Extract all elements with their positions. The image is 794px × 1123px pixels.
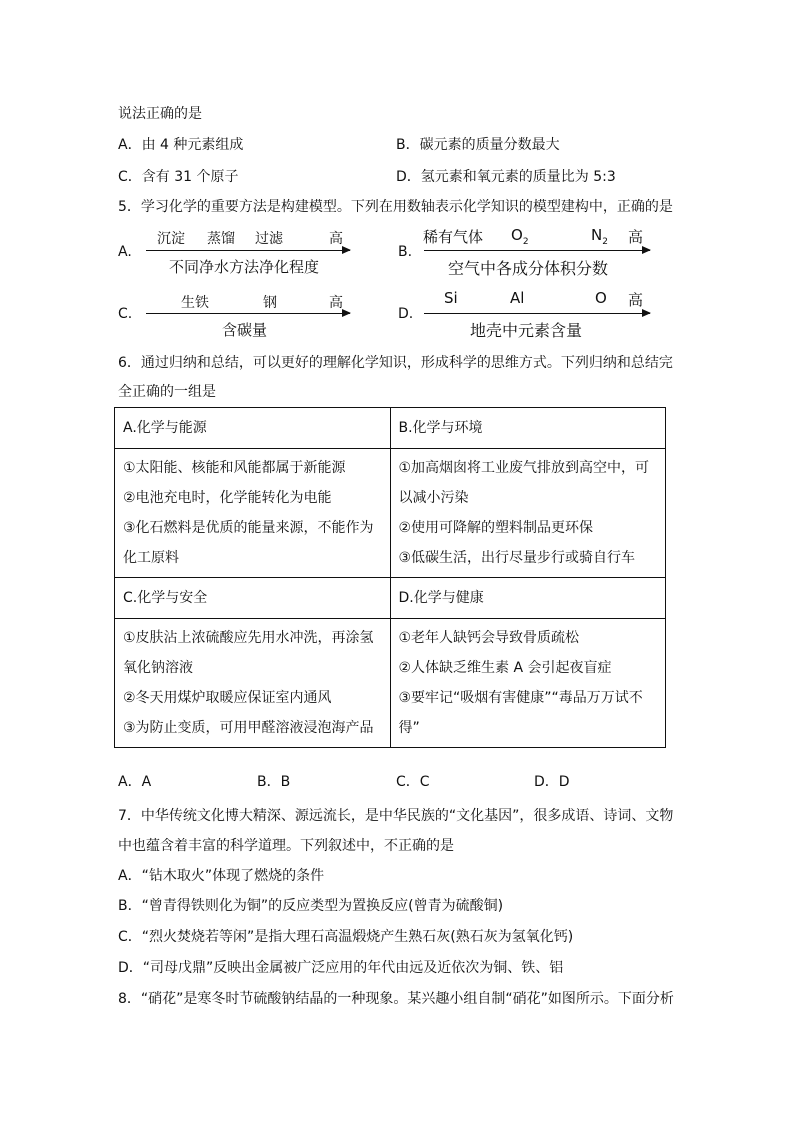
q6-c-head: C.化学与安全	[115, 578, 391, 619]
q5-c-label: 含碳量	[222, 321, 268, 339]
q6-b-item-3: ③低碳生活，出行尽量步行或骑自行车	[398, 550, 636, 566]
q5-c-tick-2: 钢	[263, 295, 277, 311]
q6-a-item-1: ①太阳能、核能和风能都属于新能源	[123, 460, 346, 476]
q6-a-item-3: ③化石燃料是优质的能量来源，不能作为化工原料	[123, 520, 374, 566]
q7-option-b: B．“曾青得铁则化为铜”的反应类型为置换反应(曾青为硫酸铜)	[118, 898, 504, 914]
q5-d-tick-2: Al	[510, 289, 525, 307]
q5-d-axis-arrow	[424, 313, 650, 314]
q4-stem-tail: 说法正确的是	[118, 106, 202, 122]
q5-d-end: 高	[628, 291, 644, 309]
q4-option-a: A．由 4 种元素组成	[118, 137, 244, 153]
q5-a-tick-2: 蒸馏	[207, 231, 235, 247]
q7-option-d: D．“司母戊鼎”反映出金属被广泛应用的年代由远及近依次为铜、铁、铝	[118, 960, 564, 976]
q5-b-end: 高	[628, 228, 644, 246]
q6-a-item-2: ②电池充电时，化学能转化为电能	[123, 490, 332, 506]
q7-option-c: C．“烈火焚烧若等闲”是指大理石高温煅烧产生熟石灰(熟石灰为氢氧化钙)	[118, 929, 574, 945]
q5-d-tick-1: Si	[444, 289, 458, 307]
q6-b-item-2: ②使用可降解的塑料制品更环保	[398, 520, 594, 536]
q6-b-item-1: ①加高烟囱将工业废气排放到高空中，可以减小污染	[398, 460, 650, 506]
q6-d-head: D.化学与健康	[390, 578, 666, 619]
q5-b-label: 空气中各成分体积分数	[448, 259, 609, 278]
q5-c-axis-arrow	[146, 313, 350, 314]
q6-b-body	[390, 449, 666, 578]
q5-b-axis-arrow	[424, 250, 650, 251]
q5-b-tick-3: $N_2$	[591, 226, 608, 247]
q6-option-c: C．C	[396, 774, 430, 790]
q5-b-tick-2: $O_2$	[511, 226, 529, 247]
q5-c-tick-1: 生铁	[181, 295, 209, 311]
q5-a-axis-arrow	[146, 250, 350, 251]
q6-c-item-2: ②冬天用煤炉取暖应保证室内通风	[123, 690, 332, 706]
q5-b-tick-1: 稀有气体	[423, 228, 484, 246]
q5-d-label: 地壳中元素含量	[470, 321, 583, 340]
q6-option-a: A．A	[118, 774, 152, 790]
q6-b-head: B.化学与环境	[390, 408, 666, 449]
q6-c-body	[115, 619, 391, 748]
q6-a-body	[115, 449, 391, 578]
q5-stem: 5．学习化学的重要方法是构建模型。下列在用数轴表示化学知识的模型建构中，正确的是	[118, 199, 673, 215]
q5-a-tick-3: 过滤	[255, 231, 283, 247]
q6-d-item-1: ①老年人缺钙会导致骨质疏松	[398, 630, 580, 646]
q5-c-end: 高	[329, 295, 343, 311]
q6-option-b: B．B	[257, 774, 291, 790]
q8-stem: 8．“硝花”是寒冬时节硫酸钠结晶的一种现象。某兴趣小组自制“硝花”如图所示。下面分析	[118, 991, 674, 1007]
q6-d-body	[390, 619, 666, 748]
q6-d-item-3: ③要牢记“吸烟有害健康”“毒品万万试不得”	[398, 690, 643, 736]
q4-option-c: C．含有 31 个原子	[118, 169, 239, 185]
q5-a-letter: A.	[118, 244, 132, 260]
q5-d-tick-3: O	[595, 289, 607, 307]
q7-stem-line-1: 7．中华传统文化博大精深、源远流长，是中华民族的“文化基因”，很多成语、诗词、文物	[118, 808, 674, 824]
q6-stem-line-1: 6．通过归纳和总结，可以更好的理解化学知识，形成科学的思维方式。下列归纳和总结完	[118, 355, 673, 371]
q5-c-letter: C.	[118, 306, 133, 322]
q5-a-label: 不同净水方法净化程度	[169, 258, 320, 276]
q7-stem-line-2: 中也蕴含着丰富的科学道理。下列叙述中，不正确的是	[118, 838, 454, 854]
q5-a-tick-1: 沉淀	[157, 231, 185, 247]
q5-d-letter: D.	[398, 306, 414, 322]
q4-option-d: D．氢元素和氧元素的质量比为 5:3	[396, 169, 616, 185]
q6-stem-line-2: 全正确的一组是	[118, 384, 216, 400]
q7-option-a: A．“钻木取火”体现了燃烧的条件	[118, 868, 325, 884]
q6-option-d: D．D	[534, 774, 570, 790]
q6-c-item-1: ①皮肤沾上浓硫酸应先用水冲洗，再涂氢氧化钠溶液	[123, 630, 374, 676]
q5-a-end: 高	[329, 231, 343, 247]
q6-summary-table	[114, 407, 666, 748]
q4-option-b: B．碳元素的质量分数最大	[396, 137, 560, 153]
q6-a-head: A.化学与能源	[115, 408, 391, 449]
q5-b-letter: B.	[398, 244, 413, 260]
q6-d-item-2: ②人体缺乏维生素 A 会引起夜盲症	[398, 660, 612, 676]
q6-c-item-3: ③为防止变质，可用甲醛溶液浸泡海产品	[123, 720, 374, 736]
